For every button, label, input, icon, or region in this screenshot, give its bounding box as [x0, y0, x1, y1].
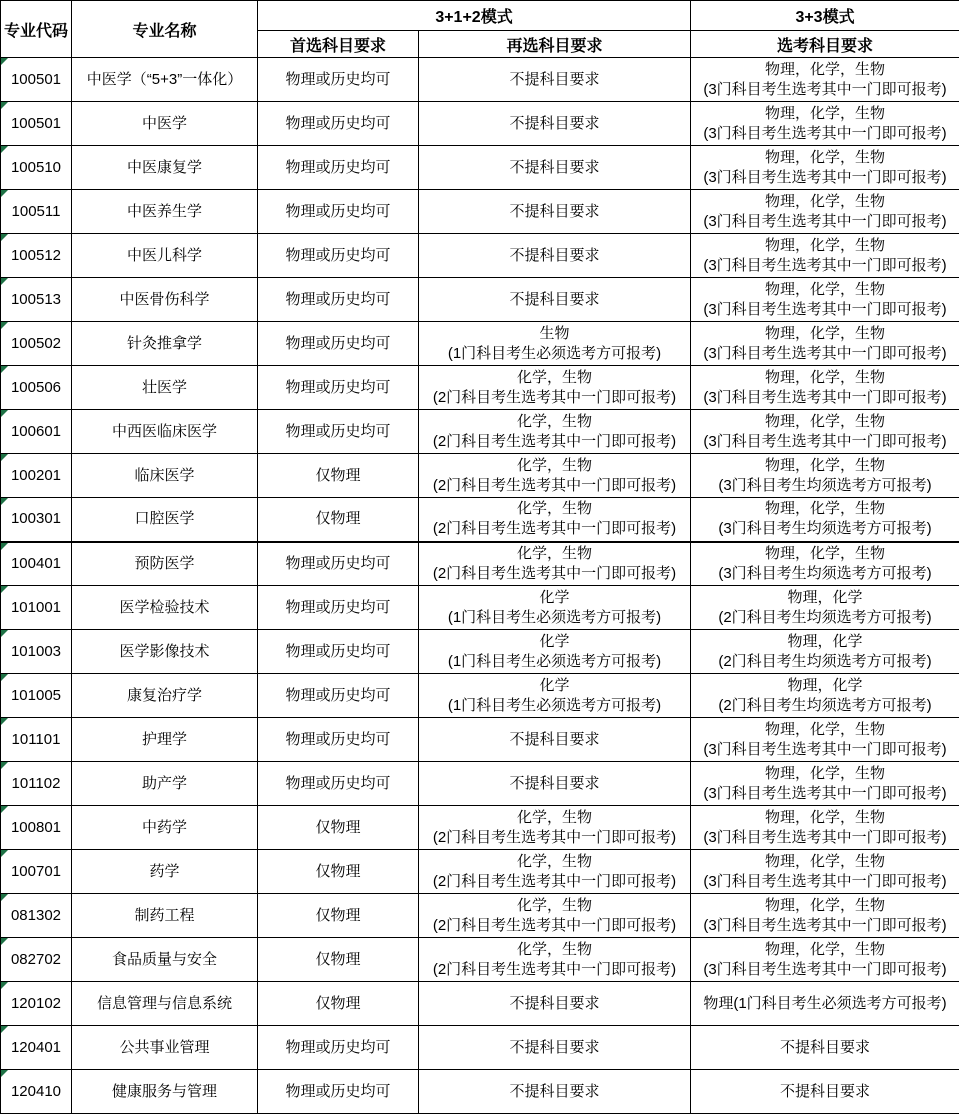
table-row [1, 938, 959, 982]
table-body [1, 58, 959, 1114]
number-as-text-indicator-icon [1, 58, 8, 65]
mode-33-requirement-line: (3门科目考生均须选考方可报考) [718, 564, 932, 582]
mode-33-requirement-line: 物理，化学 [787, 632, 863, 650]
table-row [1, 894, 959, 938]
mode-33-requirement-line: (3门科目考生选考其中一门即可报考) [703, 432, 947, 450]
mode-33-requirement-line: (3门科目考生选考其中一门即可报考) [703, 212, 947, 230]
mode-33-requirement-cell [691, 1070, 959, 1114]
second-choice-cell [419, 762, 691, 806]
second-choice-line: 不提科目要求 [509, 158, 600, 176]
first-choice-cell: 物理或历史均可 [258, 762, 419, 806]
major-code: 100801 [10, 818, 62, 836]
major-code: 120410 [10, 1082, 62, 1100]
major-code-cell [1, 674, 72, 718]
first-choice-cell: 物理或历史均可 [258, 674, 419, 718]
second-choice-line: 不提科目要求 [509, 1082, 600, 1100]
mode-33-requirement-cell [691, 718, 959, 762]
mode-33-requirement-line: (3门科目考生选考其中一门即可报考) [703, 872, 947, 890]
first-choice-cell: 仅物理 [258, 850, 419, 894]
first-choice-cell: 物理或历史均可 [258, 146, 419, 190]
second-choice-line: 化学，生物 [517, 412, 593, 430]
first-choice-cell: 仅物理 [258, 894, 419, 938]
mode-33-requirement-line: 物理，化学，生物 [765, 764, 886, 782]
number-as-text-indicator-icon [1, 190, 8, 197]
mode-33-requirement-line: (3门科目考生选考其中一门即可报考) [703, 388, 947, 406]
first-choice-cell: 物理或历史均可 [258, 366, 419, 410]
second-choice-line: (1门科目考生必须选考方可报考) [447, 652, 662, 670]
second-choice-line: 不提科目要求 [509, 290, 600, 308]
major-code: 082702 [10, 950, 62, 968]
mode-33-requirement-line: 物理，化学，生物 [765, 280, 886, 298]
major-name-cell: 医学检验技术 [72, 586, 258, 630]
major-code: 101005 [10, 686, 62, 704]
second-choice-line: (2门科目考生选考其中一门即可报考) [432, 388, 677, 406]
header-mode-312: 3+1+2模式 [258, 1, 691, 31]
second-choice-line: (2门科目考生选考其中一门即可报考) [432, 564, 677, 582]
mode-33-requirement-line: (3门科目考生选考其中一门即可报考) [703, 256, 947, 274]
major-name-cell: 中医养生学 [72, 190, 258, 234]
second-choice-cell [419, 410, 691, 454]
second-choice-line: 化学 [539, 676, 570, 694]
major-code: 081302 [10, 906, 62, 924]
number-as-text-indicator-icon [1, 366, 8, 373]
number-as-text-indicator-icon [1, 543, 8, 550]
major-name-cell: 中医儿科学 [72, 234, 258, 278]
first-choice-cell: 仅物理 [258, 806, 419, 850]
major-name-cell: 信息管理与信息系统 [72, 982, 258, 1026]
table-row [1, 630, 959, 674]
mode-33-requirement-line: 物理，化学，生物 [765, 192, 886, 210]
second-choice-cell [419, 234, 691, 278]
first-choice-cell: 物理或历史均可 [258, 234, 419, 278]
mode-33-requirement-line: 不提科目要求 [780, 1038, 871, 1056]
header-major-name: 专业名称 [72, 1, 258, 58]
mode-33-requirement-cell [691, 498, 959, 542]
second-choice-line: 化学，生物 [517, 456, 593, 474]
major-code-cell [1, 278, 72, 322]
mode-33-requirement-line: (3门科目考生选考其中一门即可报考) [703, 740, 947, 758]
second-choice-cell [419, 1070, 691, 1114]
second-choice-cell [419, 630, 691, 674]
major-name-cell: 医学影像技术 [72, 630, 258, 674]
mode-33-requirement-cell [691, 806, 959, 850]
second-choice-line: 化学，生物 [517, 896, 593, 914]
first-choice-cell: 仅物理 [258, 498, 419, 542]
major-name-cell: 中医骨伤科学 [72, 278, 258, 322]
major-code-cell [1, 630, 72, 674]
mode-33-requirement-cell [691, 674, 959, 718]
second-choice-line: 不提科目要求 [509, 70, 600, 88]
number-as-text-indicator-icon [1, 1070, 8, 1077]
table-row [1, 410, 959, 454]
mode-33-requirement-line: (3门科目考生选考其中一门即可报考) [703, 300, 947, 318]
first-choice-cell: 物理或历史均可 [258, 410, 419, 454]
major-code: 100301 [10, 510, 62, 528]
mode-33-requirement-cell [691, 278, 959, 322]
major-name-cell: 口腔医学 [72, 498, 258, 542]
second-choice-line: 不提科目要求 [509, 246, 600, 264]
number-as-text-indicator-icon [1, 234, 8, 241]
number-as-text-indicator-icon [1, 1026, 8, 1033]
number-as-text-indicator-icon [1, 410, 8, 417]
major-code: 100512 [10, 246, 62, 264]
second-choice-cell [419, 102, 691, 146]
major-code-cell [1, 586, 72, 630]
second-choice-line: 不提科目要求 [509, 730, 600, 748]
mode-33-requirement-cell [691, 850, 959, 894]
second-choice-cell [419, 586, 691, 630]
mode-33-requirement-line: 物理，化学，生物 [765, 720, 886, 738]
second-choice-line: (2门科目考生选考其中一门即可报考) [432, 916, 677, 934]
major-code-cell [1, 894, 72, 938]
mode-33-requirement-cell [691, 322, 959, 366]
mode-33-requirement-line: 物理，化学，生物 [765, 324, 886, 342]
second-choice-line: (1门科目考生必须选考方可报考) [447, 696, 662, 714]
second-choice-cell [419, 806, 691, 850]
mode-33-requirement-cell [691, 586, 959, 630]
major-name-cell: 壮医学 [72, 366, 258, 410]
mode-33-requirement-line: 物理，化学，生物 [765, 60, 886, 78]
mode-33-requirement-cell [691, 1026, 959, 1070]
second-choice-line: (2门科目考生选考其中一门即可报考) [432, 476, 677, 494]
major-name-cell: 食品质量与安全 [72, 938, 258, 982]
second-choice-cell [419, 894, 691, 938]
table-row [1, 190, 959, 234]
major-code: 100401 [10, 554, 62, 572]
mode-33-requirement-line: 物理，化学，生物 [765, 412, 886, 430]
major-code-cell [1, 102, 72, 146]
mode-33-requirement-line: 物理，化学，生物 [765, 896, 886, 914]
second-choice-cell [419, 190, 691, 234]
second-choice-cell [419, 850, 691, 894]
major-name-cell: 健康服务与管理 [72, 1070, 258, 1114]
second-choice-cell [419, 278, 691, 322]
major-name-cell: 护理学 [72, 718, 258, 762]
first-choice-cell: 物理或历史均可 [258, 586, 419, 630]
major-code: 101001 [10, 598, 62, 616]
major-name-cell: 中医学（“5+3”一体化） [72, 58, 258, 102]
second-choice-cell [419, 982, 691, 1026]
number-as-text-indicator-icon [1, 146, 8, 153]
major-code: 101101 [11, 730, 61, 748]
first-choice-cell: 物理或历史均可 [258, 630, 419, 674]
second-choice-cell [419, 58, 691, 102]
major-code-cell [1, 850, 72, 894]
major-code: 120102 [10, 994, 62, 1012]
mode-33-requirement-line: 物理，化学 [787, 588, 863, 606]
mode-33-requirement-line: (3门科目考生选考其中一门即可报考) [703, 80, 947, 98]
mode-33-requirement-line: (2门科目考生均须选考方可报考) [718, 608, 932, 626]
mode-33-requirement-cell [691, 894, 959, 938]
second-choice-cell [419, 454, 691, 498]
mode-33-requirement-line: (3门科目考生选考其中一门即可报考) [703, 344, 947, 362]
first-choice-cell: 物理或历史均可 [258, 322, 419, 366]
second-choice-cell [419, 498, 691, 542]
major-code-cell [1, 718, 72, 762]
table-row [1, 806, 959, 850]
major-code-cell [1, 146, 72, 190]
major-code-cell [1, 806, 72, 850]
second-choice-line: 不提科目要求 [509, 1038, 600, 1056]
major-code: 100513 [10, 290, 62, 308]
major-code: 100601 [10, 422, 62, 440]
major-name-cell: 临床医学 [72, 454, 258, 498]
major-code: 120401 [10, 1038, 62, 1056]
second-choice-line: 化学，生物 [517, 500, 593, 518]
table-row [1, 278, 959, 322]
second-choice-line: 化学 [539, 588, 570, 606]
major-code: 100701 [10, 862, 62, 880]
mode-33-requirement-line: (3门科目考生选考其中一门即可报考) [703, 960, 947, 978]
second-choice-line: 不提科目要求 [509, 994, 600, 1012]
table-row [1, 498, 959, 542]
mode-33-requirement-cell [691, 938, 959, 982]
mode-33-requirement-cell [691, 190, 959, 234]
major-code-cell [1, 938, 72, 982]
mode-33-requirement-cell [691, 102, 959, 146]
mode-33-requirement-cell [691, 454, 959, 498]
mode-33-requirement-line: 物理，化学，生物 [765, 500, 886, 518]
major-name-cell: 中医学 [72, 102, 258, 146]
mode-33-requirement-cell [691, 982, 959, 1026]
major-code-cell [1, 58, 72, 102]
major-code-cell [1, 498, 72, 542]
major-code-cell [1, 1070, 72, 1114]
major-name-cell: 制药工程 [72, 894, 258, 938]
major-code: 100510 [10, 158, 62, 176]
header-33-choice: 选考科目要求 [691, 31, 959, 58]
number-as-text-indicator-icon [1, 278, 8, 285]
second-choice-cell [419, 366, 691, 410]
mode-33-requirement-line: (3门科目考生均须选考方可报考) [718, 520, 932, 538]
mode-33-requirement-line: 物理，化学，生物 [765, 456, 886, 474]
second-choice-cell [419, 322, 691, 366]
table-row [1, 1070, 959, 1114]
table-row [1, 366, 959, 410]
number-as-text-indicator-icon [1, 894, 8, 901]
second-choice-line: 化学，生物 [517, 940, 593, 958]
number-as-text-indicator-icon [1, 454, 8, 461]
major-name-cell: 助产学 [72, 762, 258, 806]
mode-33-requirement-cell [691, 146, 959, 190]
number-as-text-indicator-icon [1, 102, 8, 109]
mode-33-requirement-line: 物理，化学，生物 [765, 852, 886, 870]
second-choice-line: 化学，生物 [517, 544, 593, 562]
second-choice-line: 不提科目要求 [509, 774, 600, 792]
second-choice-line: 化学 [539, 632, 570, 650]
number-as-text-indicator-icon [1, 806, 8, 813]
mode-33-requirement-cell [691, 58, 959, 102]
major-code-cell [1, 454, 72, 498]
mode-33-requirement-line: 物理，化学，生物 [765, 104, 886, 122]
major-code: 100506 [10, 378, 62, 396]
mode-33-requirement-line: 物理，化学，生物 [765, 808, 886, 826]
table-row [1, 542, 959, 586]
major-name-cell: 公共事业管理 [72, 1026, 258, 1070]
second-choice-line: (2门科目考生选考其中一门即可报考) [432, 828, 677, 846]
major-name-cell: 针灸推拿学 [72, 322, 258, 366]
mode-33-requirement-line: 物理，化学，生物 [765, 368, 886, 386]
second-choice-line: (2门科目考生选考其中一门即可报考) [432, 432, 677, 450]
major-name-cell: 中药学 [72, 806, 258, 850]
major-code-cell [1, 190, 72, 234]
second-choice-line: (2门科目考生选考其中一门即可报考) [432, 960, 677, 978]
table-row [1, 146, 959, 190]
second-choice-line: 不提科目要求 [509, 202, 600, 220]
major-code-cell [1, 982, 72, 1026]
table-row [1, 234, 959, 278]
table-row [1, 674, 959, 718]
number-as-text-indicator-icon [1, 938, 8, 945]
mode-33-requirement-line: (2门科目考生均须选考方可报考) [718, 652, 932, 670]
number-as-text-indicator-icon [1, 982, 8, 989]
first-choice-cell: 物理或历史均可 [258, 1026, 419, 1070]
header-group-row [1, 1, 959, 31]
major-name-cell: 中医康复学 [72, 146, 258, 190]
first-choice-cell: 仅物理 [258, 982, 419, 1026]
table-row [1, 982, 959, 1026]
second-choice-cell [419, 1026, 691, 1070]
header-second-choice: 再选科目要求 [419, 31, 691, 58]
mode-33-requirement-line: (3门科目考生均须选考方可报考) [718, 476, 932, 494]
mode-33-requirement-line: (3门科目考生选考其中一门即可报考) [703, 828, 947, 846]
second-choice-line: 生物 [539, 324, 570, 342]
number-as-text-indicator-icon [1, 762, 8, 769]
second-choice-line: 不提科目要求 [509, 114, 600, 132]
mode-33-requirement-line: (3门科目考生选考其中一门即可报考) [703, 916, 947, 934]
mode-33-requirement-line: 物理，化学，生物 [765, 544, 886, 562]
mode-33-requirement-line: 不提科目要求 [780, 1082, 871, 1100]
major-code: 100502 [10, 334, 62, 352]
second-choice-line: (1门科目考生必须选考方可报考) [447, 344, 662, 362]
second-choice-line: 化学，生物 [517, 368, 593, 386]
header-first-choice: 首选科目要求 [258, 31, 419, 58]
first-choice-cell: 仅物理 [258, 938, 419, 982]
number-as-text-indicator-icon [1, 630, 8, 637]
major-code-cell [1, 410, 72, 454]
mode-33-requirement-cell [691, 366, 959, 410]
mode-33-requirement-line: (3门科目考生选考其中一门即可报考) [703, 124, 947, 142]
mode-33-requirement-line: 物理，化学，生物 [765, 236, 886, 254]
table-row [1, 762, 959, 806]
major-code: 101003 [10, 642, 62, 660]
second-choice-cell [419, 542, 691, 586]
header-major-code: 专业代码 [1, 1, 72, 58]
second-choice-line: 化学，生物 [517, 852, 593, 870]
table-row [1, 454, 959, 498]
second-choice-line: 化学，生物 [517, 808, 593, 826]
second-choice-line: (1门科目考生必须选考方可报考) [447, 608, 662, 626]
first-choice-cell: 仅物理 [258, 454, 419, 498]
major-code-cell [1, 1026, 72, 1070]
second-choice-line: (2门科目考生选考其中一门即可报考) [432, 872, 677, 890]
major-name-cell: 中西医临床医学 [72, 410, 258, 454]
major-code-cell [1, 234, 72, 278]
mode-33-requirement-line: (3门科目考生选考其中一门即可报考) [703, 168, 947, 186]
major-code: 100201 [10, 466, 62, 484]
mode-33-requirement-line: 物理，化学，生物 [765, 148, 886, 166]
major-code-cell [1, 322, 72, 366]
mode-33-requirement-cell [691, 234, 959, 278]
major-code: 101102 [11, 774, 61, 792]
table-row [1, 586, 959, 630]
mode-33-requirement-cell [691, 410, 959, 454]
major-name-cell: 预防医学 [72, 542, 258, 586]
major-name-cell: 药学 [72, 850, 258, 894]
mode-33-requirement-line: 物理(1门科目考生必须选考方可报考) [703, 994, 947, 1012]
major-code-cell [1, 366, 72, 410]
table-row [1, 58, 959, 102]
major-name-cell: 康复治疗学 [72, 674, 258, 718]
first-choice-cell: 物理或历史均可 [258, 58, 419, 102]
major-code: 100501 [10, 114, 62, 132]
number-as-text-indicator-icon [1, 674, 8, 681]
mode-33-requirement-line: 物理，化学，生物 [765, 940, 886, 958]
number-as-text-indicator-icon [1, 586, 8, 593]
first-choice-cell: 物理或历史均可 [258, 102, 419, 146]
second-choice-cell [419, 146, 691, 190]
first-choice-cell: 物理或历史均可 [258, 1070, 419, 1114]
mode-33-requirement-cell [691, 542, 959, 586]
header-mode-33: 3+3模式 [691, 1, 959, 31]
second-choice-line: (2门科目考生选考其中一门即可报考) [432, 520, 677, 538]
second-choice-cell [419, 938, 691, 982]
mode-33-requirement-line: (2门科目考生均须选考方可报考) [718, 696, 932, 714]
major-code-cell [1, 542, 72, 586]
number-as-text-indicator-icon [1, 850, 8, 857]
major-code: 100511 [11, 202, 61, 220]
second-choice-cell [419, 718, 691, 762]
number-as-text-indicator-icon [1, 718, 8, 725]
table-row [1, 322, 959, 366]
first-choice-cell: 物理或历史均可 [258, 542, 419, 586]
major-code-cell [1, 762, 72, 806]
table-row [1, 1026, 959, 1070]
number-as-text-indicator-icon [1, 498, 8, 505]
mode-33-requirement-line: (3门科目考生选考其中一门即可报考) [703, 784, 947, 802]
table-row [1, 718, 959, 762]
mode-33-requirement-line: 物理，化学 [787, 676, 863, 694]
first-choice-cell: 物理或历史均可 [258, 278, 419, 322]
major-code: 100501 [10, 70, 62, 88]
table-header [1, 1, 959, 58]
table-row [1, 102, 959, 146]
number-as-text-indicator-icon [1, 322, 8, 329]
first-choice-cell: 物理或历史均可 [258, 190, 419, 234]
first-choice-cell: 物理或历史均可 [258, 718, 419, 762]
mode-33-requirement-cell [691, 762, 959, 806]
second-choice-cell [419, 674, 691, 718]
table-row [1, 850, 959, 894]
mode-33-requirement-cell [691, 630, 959, 674]
